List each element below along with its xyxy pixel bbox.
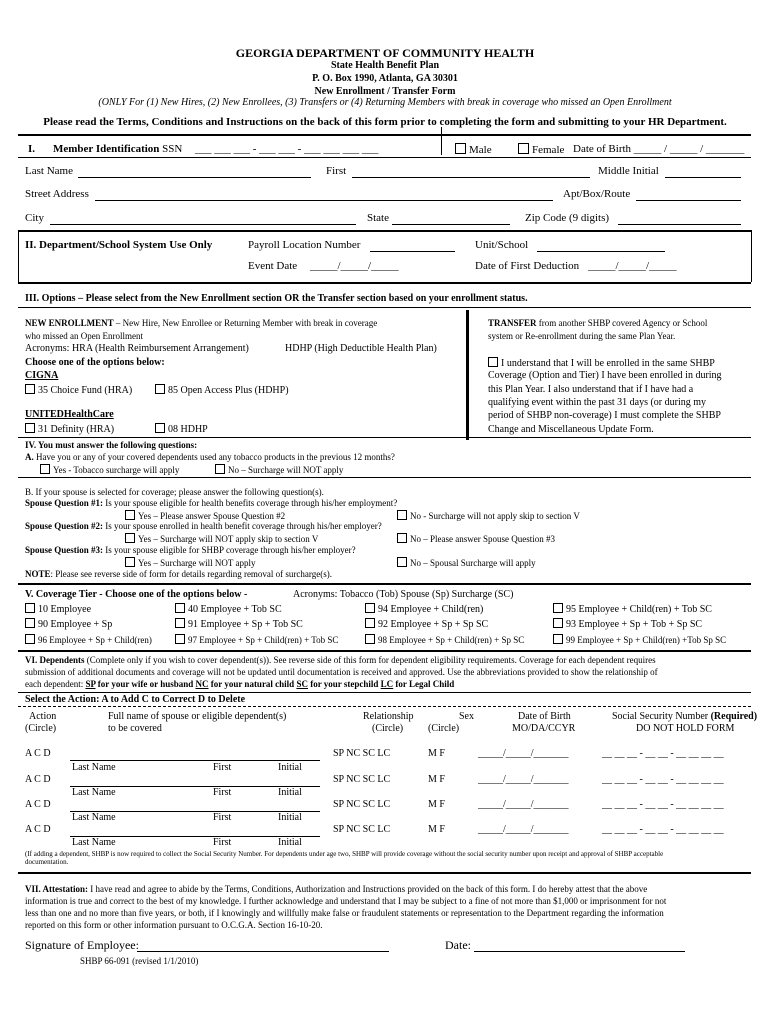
tier-91-checkbox[interactable] (175, 618, 185, 628)
dependent-2-dob[interactable]: _____/_____/_______ (478, 774, 569, 785)
dob-field[interactable] (573, 143, 744, 155)
dependent-3-relationship[interactable]: SP NC SC LC (333, 799, 391, 810)
dependent-3-action[interactable]: A C D (25, 799, 51, 810)
dependent-3-dob[interactable]: _____/_____/_______ (478, 799, 569, 810)
tier-95[interactable] (553, 603, 712, 615)
first-deduction-label: Date of First Deduction (475, 260, 580, 272)
dependent-3-ssn[interactable]: __ __ __ - __ __ - __ __ __ __ (602, 799, 724, 810)
question-b: B. If your spouse is selected for coverage; please answer the following question(s). (25, 487, 324, 497)
signature-input[interactable] (137, 951, 389, 952)
apt-input[interactable] (636, 200, 741, 201)
attestation-line-1 (25, 884, 647, 894)
dependent-1-last-label: Last Name (72, 762, 116, 773)
abbr-sp: SP (85, 679, 96, 689)
question-a-label: A. (25, 452, 34, 462)
section-7-title: VII. Attestation: (25, 884, 88, 894)
sq3-yes[interactable] (125, 557, 256, 568)
section-1-roman: I. (28, 143, 36, 155)
question-a (25, 452, 395, 462)
transfer-desc-2: system or Re-enrollment during the same Plan Year. (488, 331, 676, 341)
sq3-yes-label: Yes – Surcharge will NOT apply (138, 558, 256, 568)
spouse-q1 (25, 498, 397, 508)
sq1-no[interactable] (397, 510, 580, 521)
new-enrollment-desc-2: who missed an Open Enrollment (25, 331, 143, 341)
dependent-4-dob[interactable]: _____/_____/_______ (478, 824, 569, 835)
dependent-2-sex[interactable]: M F (428, 774, 445, 785)
transfer-ack-line-4: qualifying event within the past 31 days (or during my (488, 397, 707, 408)
sq1-yes-label: Yes – Please answer Spouse Question #2 (138, 511, 286, 521)
new-enrollment-desc: – New Hire, New Enrollee or Returning Member with break in coverage (113, 318, 378, 328)
first-name-input[interactable] (352, 177, 590, 178)
dependent-2-last-label: Last Name (72, 787, 116, 798)
member-identification-title: Member Identification (53, 143, 160, 155)
new-enrollment-heading (25, 318, 377, 328)
uhc-option-31[interactable] (25, 423, 114, 435)
female-checkbox[interactable] (518, 143, 529, 154)
dependent-4-relationship[interactable]: SP NC SC LC (333, 824, 391, 835)
tier-94[interactable] (365, 603, 483, 615)
tier-95-label: 95 Employee + Child(ren) + Tob SC (566, 604, 712, 615)
select-action: Select the Action: A to Add C to Correct D to Delete (25, 694, 246, 705)
spouse-q2 (25, 521, 382, 531)
dependent-1-action[interactable]: A C D (25, 748, 51, 759)
tobacco-yes[interactable] (40, 464, 179, 475)
dependent-3-sex[interactable]: M F (428, 799, 445, 810)
transfer-ack-line-3: this Plan Year. I also understand that if I have had a (488, 384, 694, 395)
sq1-no-checkbox[interactable] (397, 510, 407, 520)
attestation-line-3: less than one and no more than five years, or both, if I knowingly and willfully make false or fraudulent statements or representation to the Department regarding the information (25, 908, 664, 918)
abbr-lc-text: for Legal Child (393, 679, 455, 689)
tobacco-no-checkbox[interactable] (215, 464, 225, 474)
uhc-option-08[interactable] (155, 423, 208, 435)
abbr-sc: SC (296, 679, 308, 689)
spouse-q3-label: Spouse Question #3: (25, 545, 104, 555)
dependent-4-first-label: First (213, 837, 232, 848)
tier-93-checkbox[interactable] (553, 618, 563, 628)
uhc-31-checkbox[interactable] (25, 423, 35, 433)
last-name-label: Last Name (25, 165, 73, 177)
tobacco-yes-label: Yes - Tobacco surcharge will apply (53, 465, 180, 475)
tier-93[interactable] (553, 618, 702, 630)
col-sex-circle: (Circle) (428, 723, 460, 734)
transfer-ack-line-5: period of SHBP non-coverage) I must complete the SHBP (488, 410, 721, 421)
sq1-no-label: No - Surcharge will not apply skip to section V (410, 511, 580, 521)
cigna-heading: CIGNA (25, 370, 59, 381)
col-ssn (612, 711, 757, 722)
col-action-circle: (Circle) (25, 723, 57, 734)
transfer-label: TRANSFER (488, 318, 537, 328)
member-identification (53, 143, 182, 155)
sq2-no-checkbox[interactable] (397, 533, 407, 543)
sq2-yes[interactable] (125, 533, 318, 544)
state-input[interactable] (392, 224, 510, 225)
spouse-q1-label: Spouse Question #1: (25, 498, 104, 508)
col-name: Full name of spouse or eligible dependent(s) (108, 711, 287, 722)
dependent-2-first-label: First (213, 787, 232, 798)
tier-98[interactable] (365, 634, 524, 645)
payroll-input[interactable] (370, 251, 455, 252)
spouse-q2-text: Is your spouse enrolled in health benefit coverage through his/her employer? (103, 521, 382, 531)
female-label: Female (532, 144, 565, 156)
abbr-nc-text: for your natural child (208, 679, 297, 689)
abbr-lc: LC (380, 679, 394, 689)
col-do-not-hold: DO NOT HOLD FORM (636, 723, 735, 734)
tier-10-checkbox[interactable] (25, 603, 35, 613)
col-relationship: Relationship (363, 711, 414, 722)
cigna-35-checkbox[interactable] (25, 384, 35, 394)
tier-91[interactable] (175, 618, 303, 630)
surcharge-note (25, 569, 332, 579)
tier-97[interactable] (175, 634, 338, 645)
tier-90-label: 90 Employee + Sp (38, 619, 113, 630)
spouse-q3 (25, 545, 356, 555)
section-3-title: III. Options – Please select from the New Enrollment section OR the Transfer section based on your enrollment status. (25, 293, 528, 304)
signature-label: Signature of Employee: (25, 938, 139, 952)
dependent-4-initial-label: Initial (278, 837, 302, 848)
tier-92-label: 92 Employee + Sp + Sp SC (378, 619, 489, 630)
cigna-85-checkbox[interactable] (155, 384, 165, 394)
dependent-4-last-label: Last Name (72, 837, 116, 848)
city-input[interactable] (50, 224, 356, 225)
choose-options: Choose one of the options below: (25, 357, 165, 368)
tier-40-checkbox[interactable] (175, 603, 185, 613)
dependent-1-ssn[interactable]: __ __ __ - __ __ - __ __ __ __ (602, 748, 724, 759)
attestation-text: I have read and agree to abide by the Terms, Conditions, Authorization and Instructions provided on the back of this form. I do hereby attest that the above (88, 884, 648, 894)
acronyms-hra: Acronyms: HRA (Health Reimbursement Arrangement) (25, 343, 249, 354)
tier-96-label: 96 Employee + Sp + Child(ren) (38, 635, 152, 645)
section-5-title: V. Coverage Tier - Choose one of the options below - (25, 589, 248, 600)
unit-school-input[interactable] (537, 251, 665, 252)
new-enrollment-label: NEW ENROLLMENT (25, 318, 114, 328)
tier-92-checkbox[interactable] (365, 618, 375, 628)
agency-title: GEORGIA DEPARTMENT OF COMMUNITY HEALTH (235, 46, 535, 60)
dependent-1-dob[interactable]: _____/_____/_______ (478, 748, 569, 759)
middle-initial-input[interactable] (665, 177, 741, 178)
uhc-08-label: 08 HDHP (168, 424, 208, 435)
date-label: Date: (445, 938, 471, 952)
dependent-1-initial-label: Initial (278, 762, 302, 773)
section-2-title: II. Department/School System Use Only (25, 239, 213, 251)
ssn-label: SSN (162, 143, 183, 155)
sq2-yes-label: Yes – Surcharge will NOT apply skip to section V (138, 534, 319, 544)
tier-10[interactable] (25, 603, 91, 615)
abbr-lead: each dependent: (25, 679, 86, 689)
instruction-banner: Please read the Terms, Conditions and Instructions on the back of this form prior to completing the form and submitting to your HR Department. (43, 116, 727, 128)
zip-input[interactable] (618, 224, 741, 225)
tier-10-label: 10 Employee (38, 604, 92, 615)
male-option[interactable] (455, 143, 492, 156)
attestation-line-2: information is true and correct to the best of my knowledge. I further acknowledge and understand that I may be subject to a fine of not more than $1,000 or imprisonment for not (25, 896, 667, 906)
tier-94-label: 94 Employee + Child(ren) (378, 604, 484, 615)
cigna-85-label: 85 Open Access Plus (HDHP) (168, 385, 289, 396)
abbr-sc-text: for your stepchild (307, 679, 381, 689)
dependents-intro-text: (Complete only if you wish to cover dependent(s)). See reverse side of this form for dependent eligibility requirements. Coverage for each dependent requires (84, 655, 656, 665)
tier-98-checkbox[interactable] (365, 634, 375, 644)
col-relationship-circle: (Circle) (372, 723, 404, 734)
col-sex: Sex (459, 711, 474, 722)
dependent-2-action[interactable]: A C D (25, 774, 51, 785)
street-address-label: Street Address (25, 188, 89, 200)
payroll-label: Payroll Location Number (248, 239, 361, 251)
tier-99-checkbox[interactable] (553, 634, 563, 644)
dob-input[interactable]: _____ / _____ / _______ (633, 143, 745, 155)
dependent-4-ssn[interactable]: __ __ __ - __ __ - __ __ __ __ (602, 824, 724, 835)
dependent-1-sex[interactable]: M F (428, 748, 445, 759)
dependents-intro-2: submission of additional documents and coverage will not be updated until documentation is received and approved. Use the abbreviations provided to show the relationship of (25, 667, 658, 677)
col-dob-format: MO/DA/CCYR (512, 723, 576, 734)
eligibility-note: (ONLY For (1) New Hires, (2) New Enrollees, (3) Transfers or (4) Returning Members with break in coverage who missed an Open Enrollment (98, 97, 672, 108)
sq3-yes-checkbox[interactable] (125, 557, 135, 567)
uhc-08-checkbox[interactable] (155, 423, 165, 433)
city-label: City (25, 212, 44, 224)
ssn-footnote: (If adding a dependent, SHBP is now required to collect the Social Security Number. For dependents under age two, SHBP will provide coverage without the social security number upon receipt and approval of SHBP acceptable (25, 850, 664, 858)
sq2-yes-checkbox[interactable] (125, 533, 135, 543)
tier-95-checkbox[interactable] (553, 603, 563, 613)
relationship-abbreviations (25, 679, 454, 689)
tier-99-label: 99 Employee + Sp + Child(ren) +Tob Sp SC (566, 635, 727, 645)
cigna-option-35[interactable] (25, 384, 132, 396)
last-name-input[interactable] (78, 177, 311, 178)
transfer-ack-checkbox[interactable] (488, 357, 498, 367)
tier-90-checkbox[interactable] (25, 618, 35, 628)
dependent-2-relationship[interactable]: SP NC SC LC (333, 774, 391, 785)
middle-initial-label: Middle Initial (598, 165, 659, 177)
spouse-q2-label: Spouse Question #2: (25, 521, 104, 531)
female-option[interactable] (518, 143, 564, 156)
sq2-no[interactable] (397, 533, 555, 544)
male-label: Male (469, 144, 492, 156)
note-text: : Please see reverse side of form for details regarding removal of surcharge(s). (50, 569, 332, 579)
first-deduction-input[interactable]: _____/_____/_____ (588, 260, 677, 272)
sq3-no[interactable] (397, 557, 536, 568)
transfer-ack-text: I understand that I will be enrolled in the same SHBP (501, 358, 715, 369)
state-label: State (367, 212, 389, 224)
apt-label: Apt/Box/Route (563, 188, 631, 200)
spouse-q1-text: Is your spouse eligible for health benefits coverage through his/her employment? (103, 498, 398, 508)
tier-40[interactable] (175, 603, 282, 615)
tobacco-no[interactable] (215, 464, 343, 475)
transfer-desc: from another SHBP covered Agency or School (536, 318, 708, 328)
tier-96[interactable] (25, 634, 152, 645)
sq3-no-checkbox[interactable] (397, 557, 407, 567)
col-name-2: to be covered (108, 723, 162, 734)
tobacco-yes-checkbox[interactable] (40, 464, 50, 474)
form-number: SHBP 66-091 (revised 1/1/2010) (80, 956, 199, 966)
male-checkbox[interactable] (455, 143, 466, 154)
tier-93-label: 93 Employee + Sp + Tob + Sp SC (566, 619, 703, 630)
dependent-3-initial-label: Initial (278, 812, 302, 823)
event-date-label: Event Date (248, 260, 298, 272)
section-6-title: VI. Dependents (25, 655, 85, 665)
tier-40-label: 40 Employee + Tob SC (188, 604, 282, 615)
sq3-no-label: No – Spousal Surcharge will apply (410, 558, 536, 568)
acronyms-hdhp: HDHP (High Deductible Health Plan) (285, 343, 437, 354)
transfer-ack-line-6: Change and Miscellaneous Update Form. (488, 424, 654, 435)
tier-99[interactable] (553, 634, 726, 645)
tobacco-no-label: No – Surcharge will NOT apply (228, 465, 344, 475)
street-address-input[interactable] (95, 200, 553, 201)
plan-name: State Health Benefit Plan (330, 60, 440, 71)
col-action: Action (29, 711, 57, 722)
dependent-1-first-label: First (213, 762, 232, 773)
abbr-nc: NC (195, 679, 209, 689)
dependent-3-last-label: Last Name (72, 812, 116, 823)
col-ssn-required: (Required) (710, 711, 758, 722)
tier-96-checkbox[interactable] (25, 634, 35, 644)
tier-97-checkbox[interactable] (175, 634, 185, 644)
cigna-option-85[interactable] (155, 384, 289, 396)
zip-label: Zip Code (9 digits) (525, 212, 610, 224)
question-a-text: Have you or any of your covered dependents used any tobacco products in the previous 12 months? (36, 452, 395, 462)
form-title: New Enrollment / Transfer Form (314, 86, 456, 97)
section-4-title: IV. You must answer the following questions: (25, 440, 198, 450)
tier-94-checkbox[interactable] (365, 603, 375, 613)
spouse-q3-text: Is your spouse eligible for SHBP coverage through his/her employer? (103, 545, 356, 555)
uhc-heading: UNITEDHealthCare (25, 409, 114, 420)
sq1-yes-checkbox[interactable] (125, 510, 135, 520)
unit-school-label: Unit/School (475, 239, 529, 251)
tier-98-label: 98 Employee + Sp + Child(ren) + Sp SC (378, 635, 525, 645)
tier-91-label: 91 Employee + Sp + Tob SC (188, 619, 303, 630)
cigna-35-label: 35 Choice Fund (HRA) (38, 385, 133, 396)
event-date-input[interactable]: _____/_____/_____ (310, 260, 399, 272)
tier-acronyms: Acronyms: Tobacco (Tob) Spouse (Sp) Surcharge (SC) (293, 589, 514, 600)
attestation-line-4: reported on this form or other information pursuant to O.C.G.A. Section 16-10-20. (25, 920, 323, 930)
date-input[interactable] (474, 951, 685, 952)
dependent-4-action[interactable]: A C D (25, 824, 51, 835)
col-dob: Date of Birth (518, 711, 571, 722)
transfer-heading (488, 318, 707, 328)
col-ssn-label: Social Security Number (612, 711, 709, 722)
abbr-sp-text: for your wife or husband (95, 679, 196, 689)
tier-92[interactable] (365, 618, 488, 630)
dependent-3-first-label: First (213, 812, 232, 823)
tier-97-label: 97 Employee + Sp + Child(ren) + Tob SC (188, 635, 339, 645)
agency-address: P. O. Box 1990, Atlanta, GA 30301 (312, 73, 458, 84)
first-name-label: First (326, 165, 347, 177)
ssn-footnote-2: documentation. (25, 858, 69, 866)
dependents-intro-1 (25, 655, 656, 665)
tier-90[interactable] (25, 618, 112, 630)
sq2-no-label: No – Please answer Spouse Question #3 (410, 534, 555, 544)
dependent-2-ssn[interactable]: __ __ __ - __ __ - __ __ __ __ (602, 774, 724, 785)
dob-label: Date of Birth (573, 143, 632, 155)
dependent-1-name-input[interactable] (70, 760, 320, 761)
transfer-ack-line-1[interactable] (488, 357, 715, 369)
transfer-ack-line-2: Coverage (Option and Tier) I have been enrolled in during (488, 370, 722, 381)
dependent-4-sex[interactable]: M F (428, 824, 445, 835)
sq1-yes[interactable] (125, 510, 285, 521)
ssn-input[interactable]: ___ ___ ___ - ___ ___ - ___ ___ ___ ___ (195, 143, 379, 155)
dependent-1-relationship[interactable]: SP NC SC LC (333, 748, 391, 759)
note-label: NOTE (25, 569, 51, 579)
dependent-2-initial-label: Initial (278, 787, 302, 798)
uhc-31-label: 31 Definity (HRA) (38, 424, 115, 435)
